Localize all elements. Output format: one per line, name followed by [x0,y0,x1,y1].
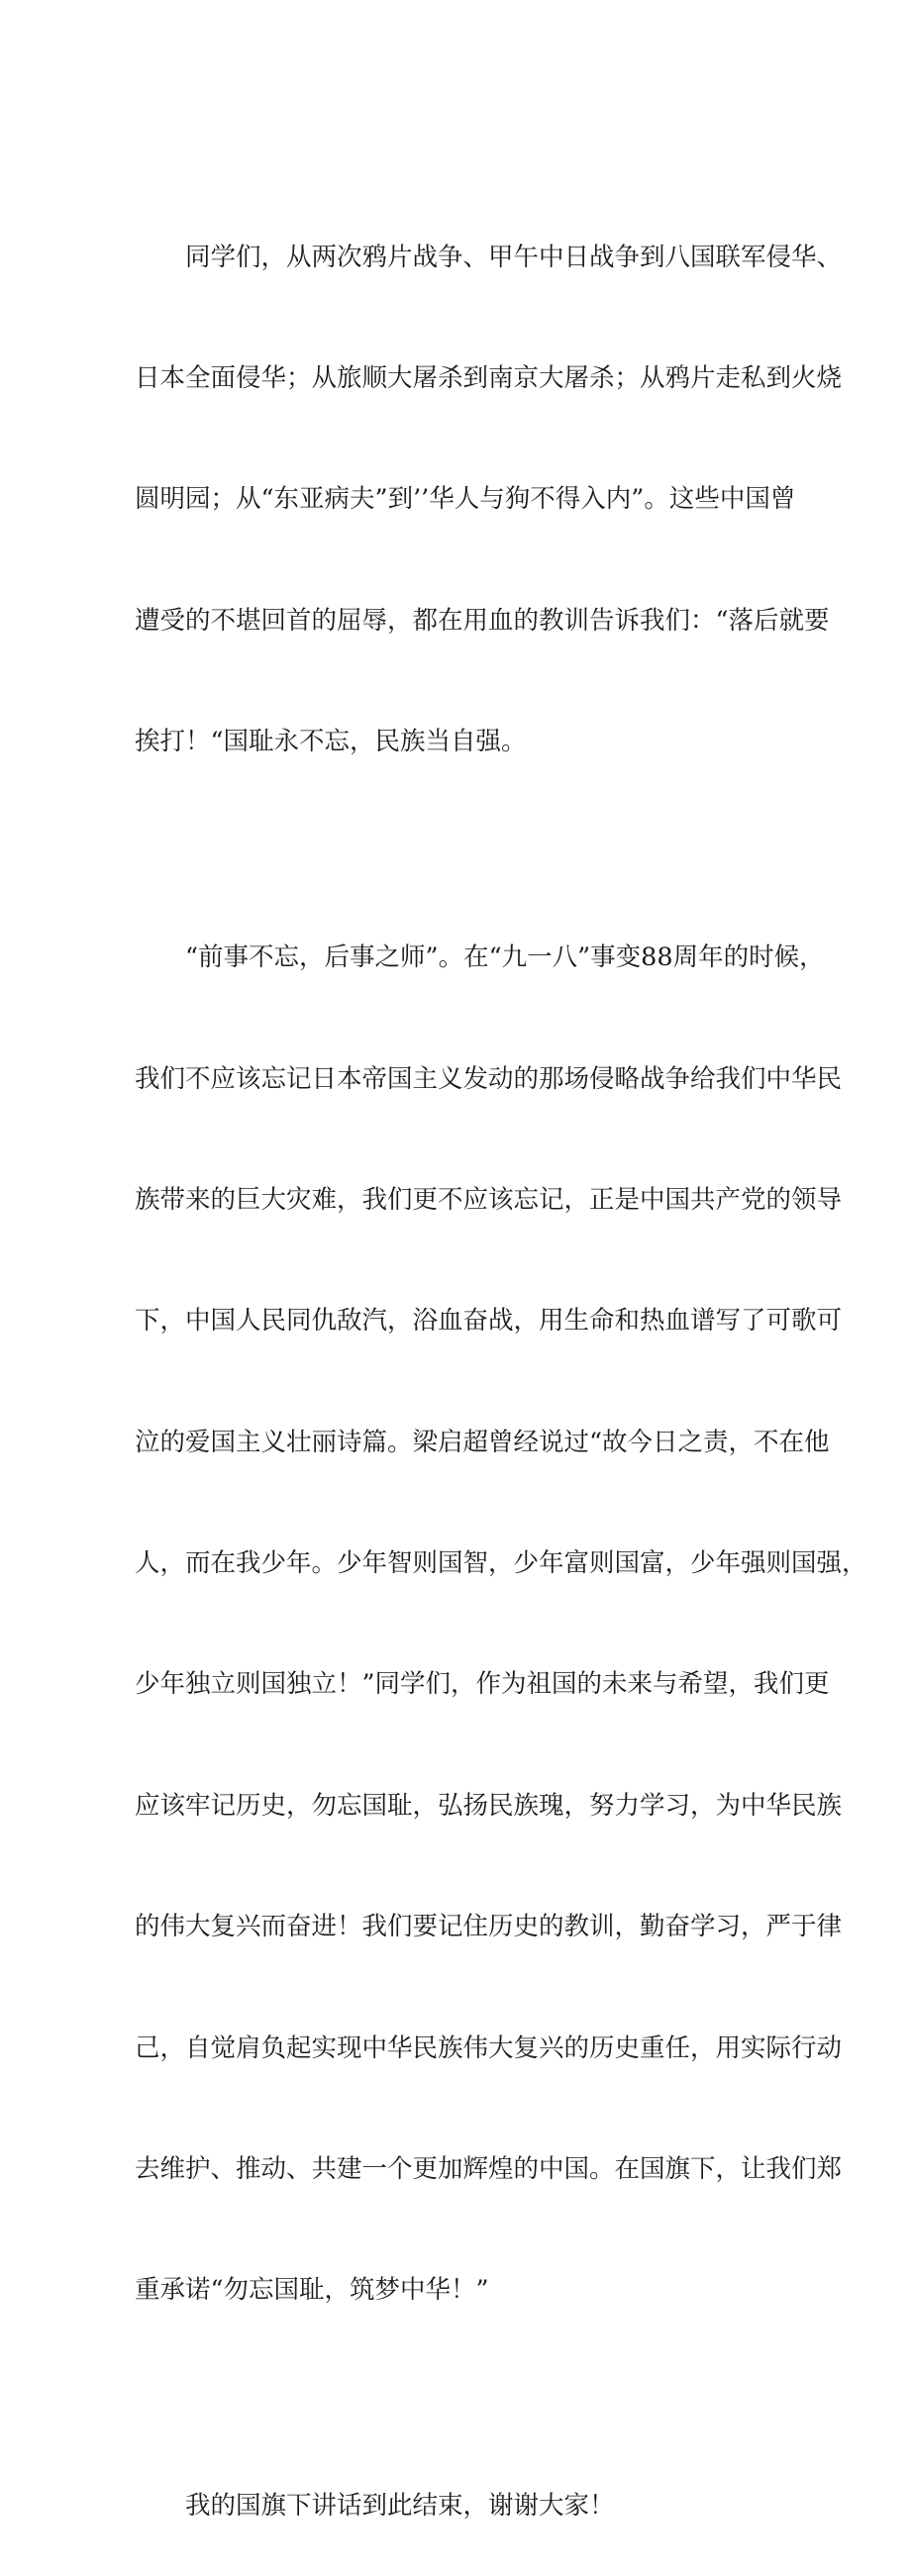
paragraph-remember-history [135,857,867,2392]
text-line: 族带来的巨大灾难，我们更不应该忘记，正是中国共产党的领导 [135,1184,843,1215]
text-line: 日本全面侵华；从旅顺大屠杀到南京大屠杀；从鸦片走私到火烧 [135,362,843,393]
speech-text-body [135,156,867,2576]
text-line: 少年独立则国独立！”同学们，作为祖国的未来与希望，我们更 [135,1669,830,1700]
paragraph-history-humiliation [135,156,843,843]
text-line: 泣的爱国主义壮丽诗篇。梁启超曾经说过“故今日之责，不在他 [135,1427,830,1457]
text-line: 应该牢记历史，勿忘国耻，弘扬民族瑰，努力学习，为中华民族 [135,1790,843,1821]
text-line: 我们不应该忘记日本帝国主义发动的那场侵略战争给我们中华民 [135,1063,843,1094]
paragraph-spacer [135,843,788,857]
text-line: 人，而在我少年。少年智则国智，少年富则国富，少年强则国强， [135,1548,867,1579]
text-line: 去维护、推动、共建一个更加辉煌的中国。在国旗下，让我们郑 [135,2154,843,2185]
text-line: 下，中国人民同仇敌汽，浴血奋战，用生命和热血谱写了可歌可 [135,1306,843,1337]
text-line: 我的国旗下讲话到此结束，谢谢大家！ [135,2491,615,2522]
text-line: 圆明园；从“东亚病夫”到’’华人与狗不得入内”。这些中国曾 [135,484,796,515]
text-line: 的伟大复兴而奋进！我们要记住历史的教训，勤奋学习，严于律 [135,1912,843,1942]
text-line: 挨打！“国耻永不忘，民族当自强。 [135,727,527,757]
text-line: 同学们，从两次鸦片战争、甲午中日战争到八国联军侵华、 [135,242,843,272]
text-line: “前事不忘，后事之师”。在“九一八”事变88周年的时候， [135,942,825,973]
text-line: 遭受的不堪回首的屈辱，都在用血的教训告诉我们：“落后就要 [135,605,830,636]
text-line: 重承诺“勿忘国耻，筑梦中华！” [135,2275,489,2306]
paragraph-closing [135,2406,788,2576]
text-line: 己，自觉肩负起实现中华民族伟大复兴的历史重任，用实际行动 [135,2032,843,2063]
paragraph-spacer [135,2392,788,2406]
